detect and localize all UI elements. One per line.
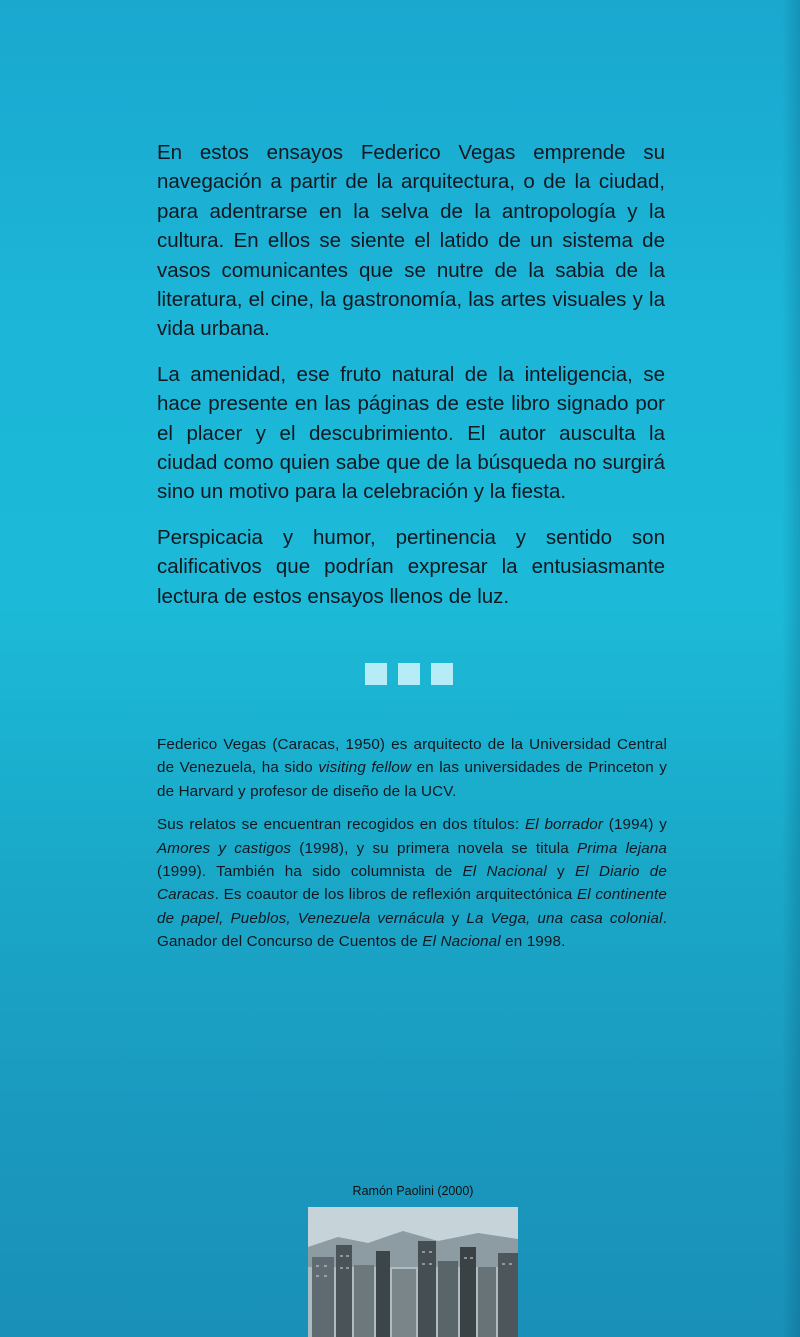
bio-text: . Es coautor de los libros de reflexión arquitectónica (214, 886, 577, 904)
bio-text: en las universidades de Princeton y de Harvard y profesor de diseño de la UCV. (157, 759, 667, 800)
bio-text: y (444, 909, 467, 927)
ornament-square-3 (431, 663, 453, 685)
blurb-paragraph-2: La amenidad, ese fruto natural de la inteligencia, se hace presente en las páginas de este libro signado por el placer y el descubrimiento. El autor ausculta la ciudad como quien sabe que de la búsqueda no surgirá sino un motivo para la celebración y la fiesta. (157, 362, 665, 504)
bio-text: (1994) y (603, 816, 667, 834)
ornament-square-2 (398, 663, 420, 685)
book-title: Prima lejana (577, 839, 668, 857)
book-title: Amores y castigos (157, 839, 292, 857)
publisher-blurb (157, 138, 665, 611)
bio-text: Sus relatos se encuentran recogidos en dos títulos: (157, 816, 525, 834)
skyline-image (308, 1207, 518, 1337)
photo-credit: Ramón Paolini (2000) (352, 1184, 474, 1198)
spine-shadow (782, 0, 800, 1337)
section-ornament (365, 663, 453, 685)
book-title: El continente de papel, Pueblos, Venezuela vernácula (157, 886, 667, 927)
bio-text: (1998), y su primera novela se titula (291, 839, 578, 857)
bio-text: y (546, 863, 575, 881)
bio-text: en 1998. (500, 933, 566, 951)
author-biography (157, 733, 667, 954)
blurb-paragraph-1: En estos ensayos Federico Vegas emprende su navegación a partir de la arquitectura, o de la ciudad, para adentrarse en la selva de la antropología y la cultura. En ellos se siente el latido de un sistema de vasos comunicantes que se nutre de la sabia de la literatura, el cine, la gastronomía, las artes visuales y la vida urbana. (157, 141, 665, 341)
city-skyline-photo (308, 1207, 518, 1337)
bio-text: . Ganador del Concurso de Cuentos de (157, 909, 667, 951)
bio-paragraph-2 (157, 813, 667, 953)
newspaper-title: El Diario de Caracas (157, 863, 667, 904)
newspaper-title: El Nacional (462, 863, 547, 881)
bio-italic-text: visiting fellow (318, 759, 412, 777)
blurb-paragraph-3: Perspicacia y humor, pertinencia y sentido son calificativos que podrían expresar la entusiasmante lectura de estos ensayos llenos de luz. (157, 525, 665, 608)
book-title: El borrador (524, 816, 604, 834)
bio-text: (1999). También ha sido columnista de (157, 863, 463, 881)
newspaper-title: El Nacional (422, 933, 501, 951)
book-title: La Vega, una casa colonial (466, 909, 663, 927)
bio-text: Federico Vegas (Caracas, 1950) es arquitecto de la Universidad Central de Venezuela, ha sido (157, 736, 667, 777)
ornament-square-1 (365, 663, 387, 685)
bio-paragraph-1 (157, 733, 667, 803)
